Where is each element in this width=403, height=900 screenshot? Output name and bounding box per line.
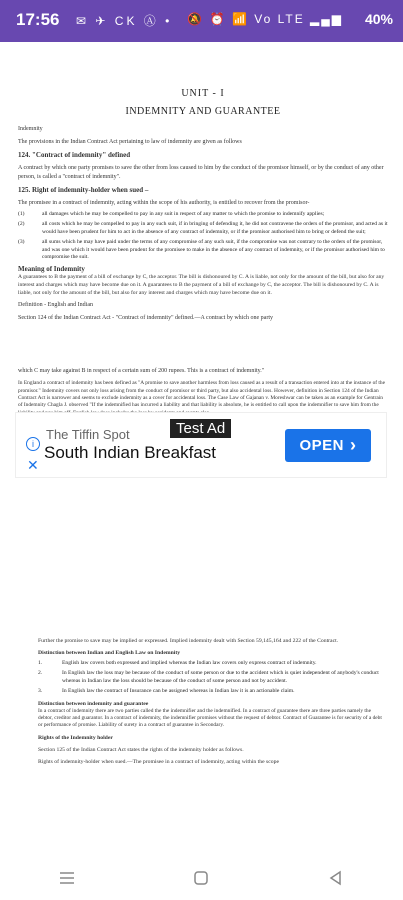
item-number: 1.	[38, 660, 43, 666]
heading-indemnity: Indemnity	[18, 126, 43, 132]
close-icon[interactable]: ✕	[27, 457, 39, 473]
list-item	[18, 211, 388, 218]
page-title: INDEMNITY AND GUARANTEE	[125, 106, 281, 117]
intro-text: The provisions in the Indian Contract Act pertaining to law of indemnity are given as follows	[18, 139, 242, 145]
back-icon	[328, 870, 344, 886]
status-time: 17:56	[16, 10, 60, 29]
ad-brand: The Tiffin Spot	[46, 427, 130, 442]
item-number: 2.	[38, 670, 43, 677]
notification-icons: ✉ ✈ CK Ⓐ •	[76, 14, 173, 28]
open-button[interactable]	[285, 429, 371, 462]
status-bar	[0, 0, 403, 42]
heading-meaning: Meaning of Indemnity	[18, 265, 85, 274]
item-text: In English law the loss may be because of the conduct of some person or due to the accident which is quiet independent of anybody's conduct whereas in Indian law the loss should be because of the conduct of some person and not by accident.	[62, 670, 379, 684]
list-item	[18, 221, 388, 236]
battery-level: 40%	[364, 11, 393, 27]
section-124-text: A contract by which one party promises to save the other from loss caused to him by the conduct of the promisor himself, or by the conduct of any other person, is called a "contract of indemnity".	[18, 165, 384, 180]
c-line: which C may take against B in respect of a certain sum of 200 rupees. This is a contract of indemnity."	[18, 368, 265, 375]
item-text: all damages which he may be compelled to pay in any suit in respect of any matter to which the promise to indemnify applies;	[42, 211, 325, 217]
meaning-text: A guarantees to B the payment of a bill of exchange by C, the acceptor. The bill is dishonoured by C. A is liable, not only for the amount of the bill, but also for any interest and charges which may have become due on it. A guarantees to B the payment of a bill of exchange by C, the acceptor. The bill is dishonoured by C. A is liable, not only for the amount of the bill, but also for any interest and charges which may have become due on it.	[18, 274, 385, 296]
info-icon[interactable]: i	[26, 437, 40, 451]
navigation-bar	[0, 855, 403, 900]
signal-icons: 🔕 ⏰ 📶 Vo LTE ▂▄▆	[187, 12, 343, 26]
item-number: 3.	[38, 688, 43, 695]
further-text: Further the promise to save may be implied or expressed. Implied indemnity dealt with Section 59,145,164 and 222 of the Contract.	[38, 638, 339, 644]
list-item	[38, 688, 383, 695]
item-text: all costs which he may be compelled to pay in any such suit, if in bringing of defending it, he did not contravene the orders of the promisor, and acted as it would have been prudent for him to act in the absence of any contract of indemnity, or if the promisor authorised him to bring or defend the suit;	[42, 221, 388, 235]
guarantee-text: In a contract of indemnity there are two parties called the the indemnifier and the indemnified. In a contract of guarantee there are three parties namely the debtor, creditor and guarantor. In a contract of indemnity, the indemnifier promises without the request of debtor. Contract of Guarantee is for security of a debt or performance of promise. Liability of surety in a contract of guarantee in Secondary.	[38, 707, 382, 729]
item-text: all sums which he may have paid under the terms of any compromise of any such suit, if the compromise was not contrary to the orders of the promisor, and was one which it would have been prudent for the promisee to make in the absence of any contract of indemnity, or if the promisor authorised him to compromise the suit.	[42, 239, 385, 261]
item-number: (1)	[18, 211, 25, 217]
home-icon	[193, 870, 209, 886]
back-button[interactable]	[316, 863, 356, 893]
section-125-heading: 125. Right of indemnity-holder when sued –	[18, 186, 149, 194]
document-page-1	[18, 88, 388, 417]
section-124-line: Section 124 of the Indian Contract Act - "Contract of indemnity" defined.—A contract by which one party	[18, 315, 273, 322]
item-number: (3)	[18, 239, 25, 246]
document-page-2	[38, 637, 383, 766]
item-text: In English law the contract of Insurance can be assigned whereas in Indian law it is an actionable claim.	[62, 688, 295, 695]
rights-text-2: Rights of indemnity-holder when sued.—The promisee in a contract of indemnity, acting within the scope	[38, 758, 279, 765]
chevron-right-icon: ›	[350, 435, 357, 455]
list-item	[38, 670, 383, 685]
list-item	[18, 239, 388, 261]
rights-text: Section 125 of the Indian Contract Act states the rights of the indemnity holder as follows.	[38, 746, 244, 753]
unit-label: UNIT - I	[181, 88, 225, 99]
heading-distinction: Distinction between Indian and English Law on Indemnity	[38, 650, 181, 656]
test-ad-label: Test Ad	[170, 419, 231, 438]
definition-line: Definition - English and Indian	[18, 302, 93, 309]
list-item	[38, 660, 383, 667]
item-number: (2)	[18, 221, 25, 228]
ad-headline: South Indian Breakfast	[44, 443, 217, 462]
recents-icon	[59, 871, 75, 885]
england-text: In England a contract of indemnity has been defined as "A promise to save another harmless from loss caused as a result of a transaction entered into at the instance of the promisor." Indemnity covers not only loss arising from the conduct of promisor or third party, but also accidental loss. However, definition in Section 124 of the Indian Contract Act is narrower and seems to exclude indemnity as a cover for accidental loss. The Case Law of Gajanan v. Moreshwar can be taken as an example for Gentrain of Indemnity Chagla J. observed "If the indemnified has incurred a liability and that liability is absolute, he is entitled to call upon the indemnifier to save him from the	[18, 380, 385, 409]
recents-button[interactable]	[47, 863, 87, 893]
open-button-label: OPEN	[299, 437, 344, 454]
heading-rights: Rights of the Indemnity holder	[38, 734, 113, 741]
home-button[interactable]	[181, 863, 221, 893]
item-text: English law covers both expressed and implied whereas the Indian law covers only express contract of indemnity.	[62, 660, 317, 666]
section-125-text: The promisee in a contract of indemnity, acting within the scope of his authority, is entitled to recover from the promisor-	[18, 200, 310, 206]
ad-banner[interactable]	[16, 413, 386, 477]
section-124-heading: 124. "Contract of indemnity" defined	[18, 151, 131, 159]
heading-distinction-guarantee: Distinction between indemnity and guarantee	[38, 700, 149, 707]
